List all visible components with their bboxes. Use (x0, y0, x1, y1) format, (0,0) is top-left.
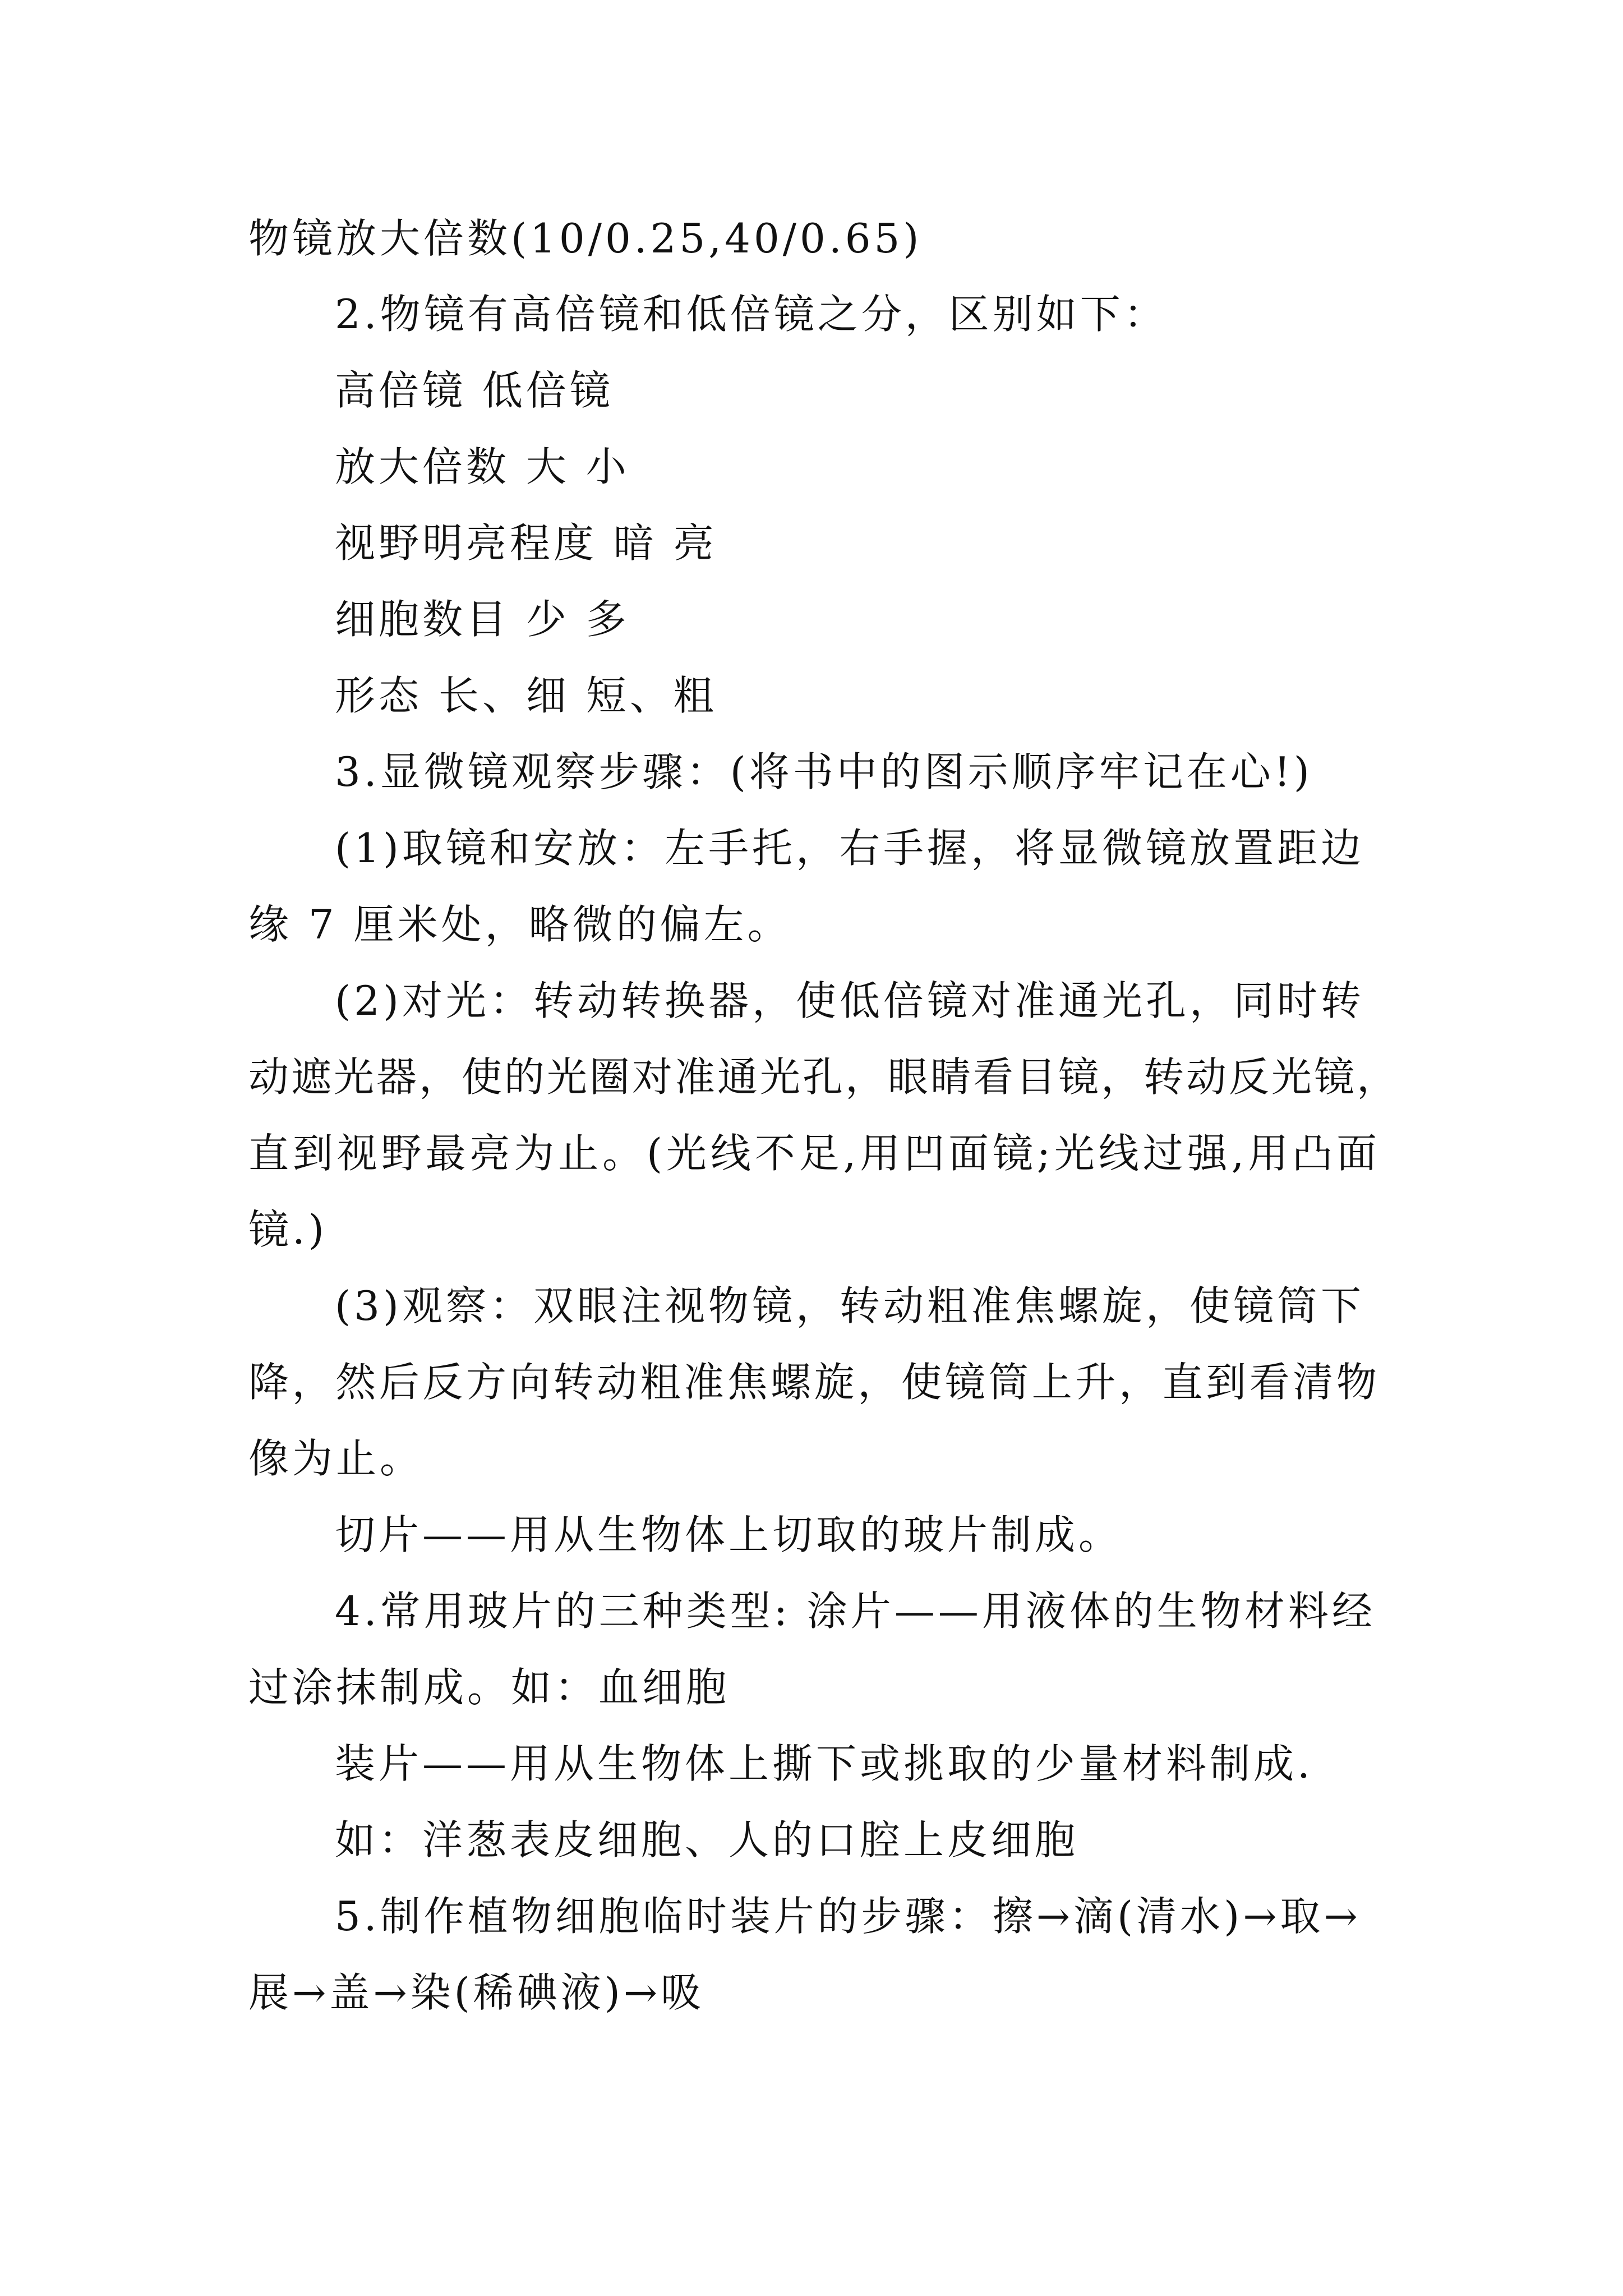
text-line-item-4-cont: 过涂抹制成。如：血细胞 (248, 1664, 730, 1711)
table-row-header: 高倍镜 低倍镜 (335, 367, 614, 414)
text-line-step-3-cont-2: 像为止。 (248, 1435, 424, 1482)
text-line-item-2: 2.物镜有高倍镜和低倍镜之分，区别如下： (335, 291, 1168, 338)
text-line-item-5-cont: 展→盖→染(稀碘液)→吸 (248, 1969, 705, 2016)
text-line-mount-example: 如：洋葱表皮细胞、人的口腔上皮细胞 (335, 1816, 1079, 1864)
table-row-magnification: 放大倍数 大 小 (335, 443, 630, 490)
text-line-section-slice: 切片——用从生物体上切取的玻片制成。 (335, 1511, 1123, 1558)
table-row-shape: 形态 长、细 短、粗 (335, 672, 717, 719)
table-row-cell-count: 细胞数目 少 多 (335, 596, 630, 643)
text-line-step-1-cont: 缘 7 厘米处，略微的偏左。 (248, 901, 791, 948)
text-line-step-3: (3)观察：双眼注视物镜，转动粗准焦螺旋，使镜筒下 (335, 1282, 1364, 1329)
text-line-item-3: 3.显微镜观察步骤：(将书中的图示顺序牢记在心!) (335, 748, 1313, 795)
text-line-step-1: (1)取镜和安放：左手托，右手握，将显微镜放置距边 (335, 825, 1364, 872)
text-line-mount: 装片——用从生物体上撕下或挑取的少量材料制成. (335, 1740, 1313, 1787)
text-line-step-3-cont-1: 降，然后反方向转动粗准焦螺旋，使镜筒上升，直到看清物 (248, 1359, 1379, 1406)
text-line-objective-magnification: 物镜放大倍数(10/0.25,40/0.65) (248, 215, 923, 262)
text-line-step-2-cont-3: 镜.) (248, 1206, 328, 1253)
table-row-brightness: 视野明亮程度 暗 亮 (335, 519, 717, 567)
text-line-step-2-cont-1: 动遮光器，使的光圈对准通光孔，眼睛看目镜，转动反光镜， (248, 1053, 1400, 1101)
text-line-item-5: 5.制作植物细胞临时装片的步骤：擦→滴(清水)→取→ (335, 1893, 1361, 1940)
text-line-step-2: (2)对光：转动转换器，使低倍镜对准通光孔，同时转 (335, 977, 1364, 1024)
text-line-step-2-cont-2: 直到视野最亮为止。(光线不足,用凹面镜;光线过强,用凸面 (248, 1130, 1379, 1177)
text-line-item-4: 4.常用玻片的三种类型: 涂片——用液体的生物材料经 (335, 1588, 1376, 1635)
